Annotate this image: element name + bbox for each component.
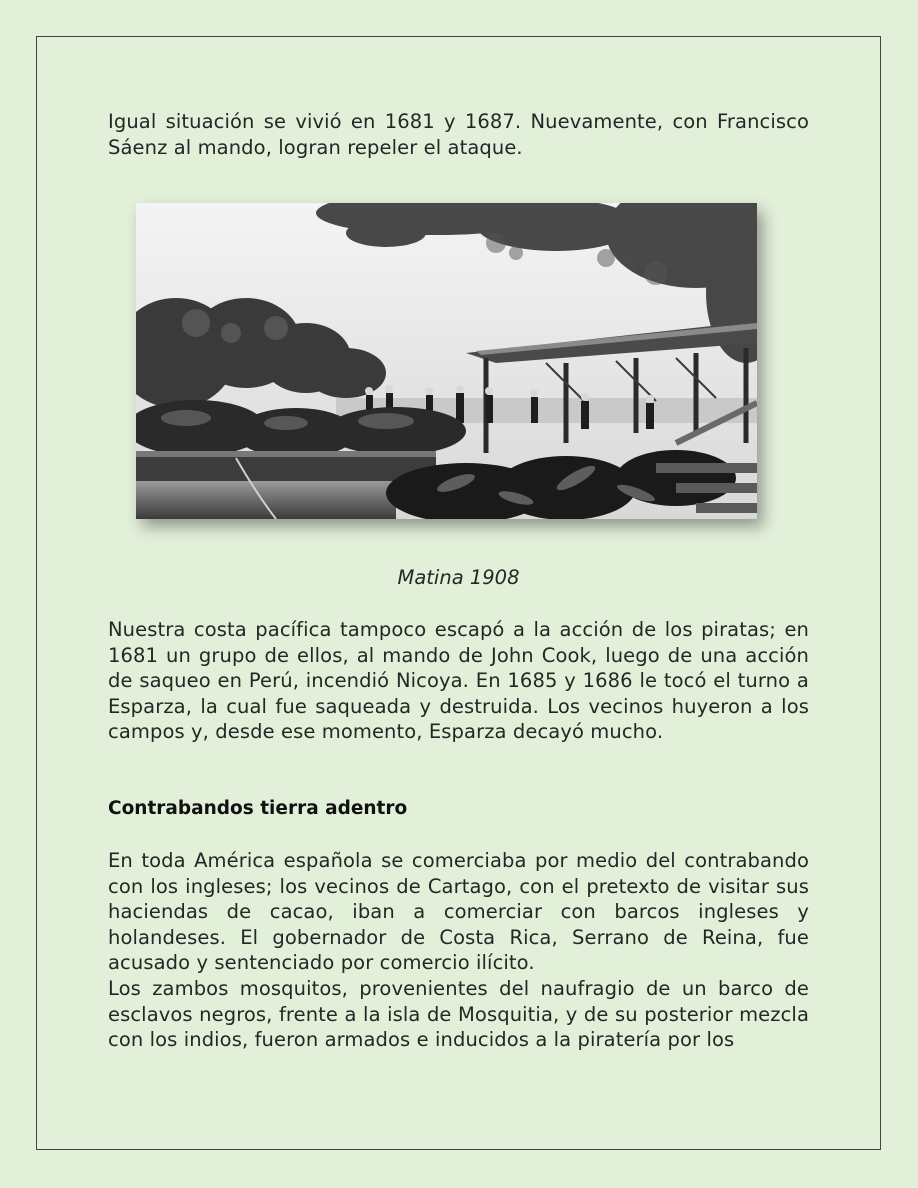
section-heading: Contrabandos tierra adentro	[108, 798, 408, 819]
zambos-paragraph: Los zambos mosquitos, provenientes del naufragio de un barco de esclavos negros, frente a la isla de Mosquitia, y de su posterior mezcla con los indios, fueron armados e inducidos a la piratería por los	[108, 977, 809, 1052]
pacific-coast-paragraph: Nuestra costa pacífica tampoco escapó a la acción de los piratas; en 1681 un grupo de ellos, al mando de John Cook, luego de una acción de saqueo en Perú, incendió Nicoya. En 1685 y 1686 le tocó el turno a Esparza, la cual fue saqueada y destruida. Los vecinos huyeron a los campos y, desde ese momento, Esparza decayó mucho.	[108, 618, 809, 744]
historical-photo	[136, 203, 757, 519]
figure-caption: Matina 1908	[397, 566, 520, 589]
contraband-paragraph: En toda América española se comerciaba por medio del contrabando con los ingleses; los vecinos de Cartago, con el pretexto de visitar sus haciendas de cacao, iban a comerciar con barcos ingleses y holandeses. El gobernador de Costa Rica, Serrano de Reina, fue acusado y sentenciado por comercio ilícito.	[108, 849, 809, 975]
intro-paragraph: Igual situación se vivió en 1681 y 1687. Nuevamente, con Francisco Sáenz al mando, logran repeler el ataque.	[108, 110, 809, 159]
